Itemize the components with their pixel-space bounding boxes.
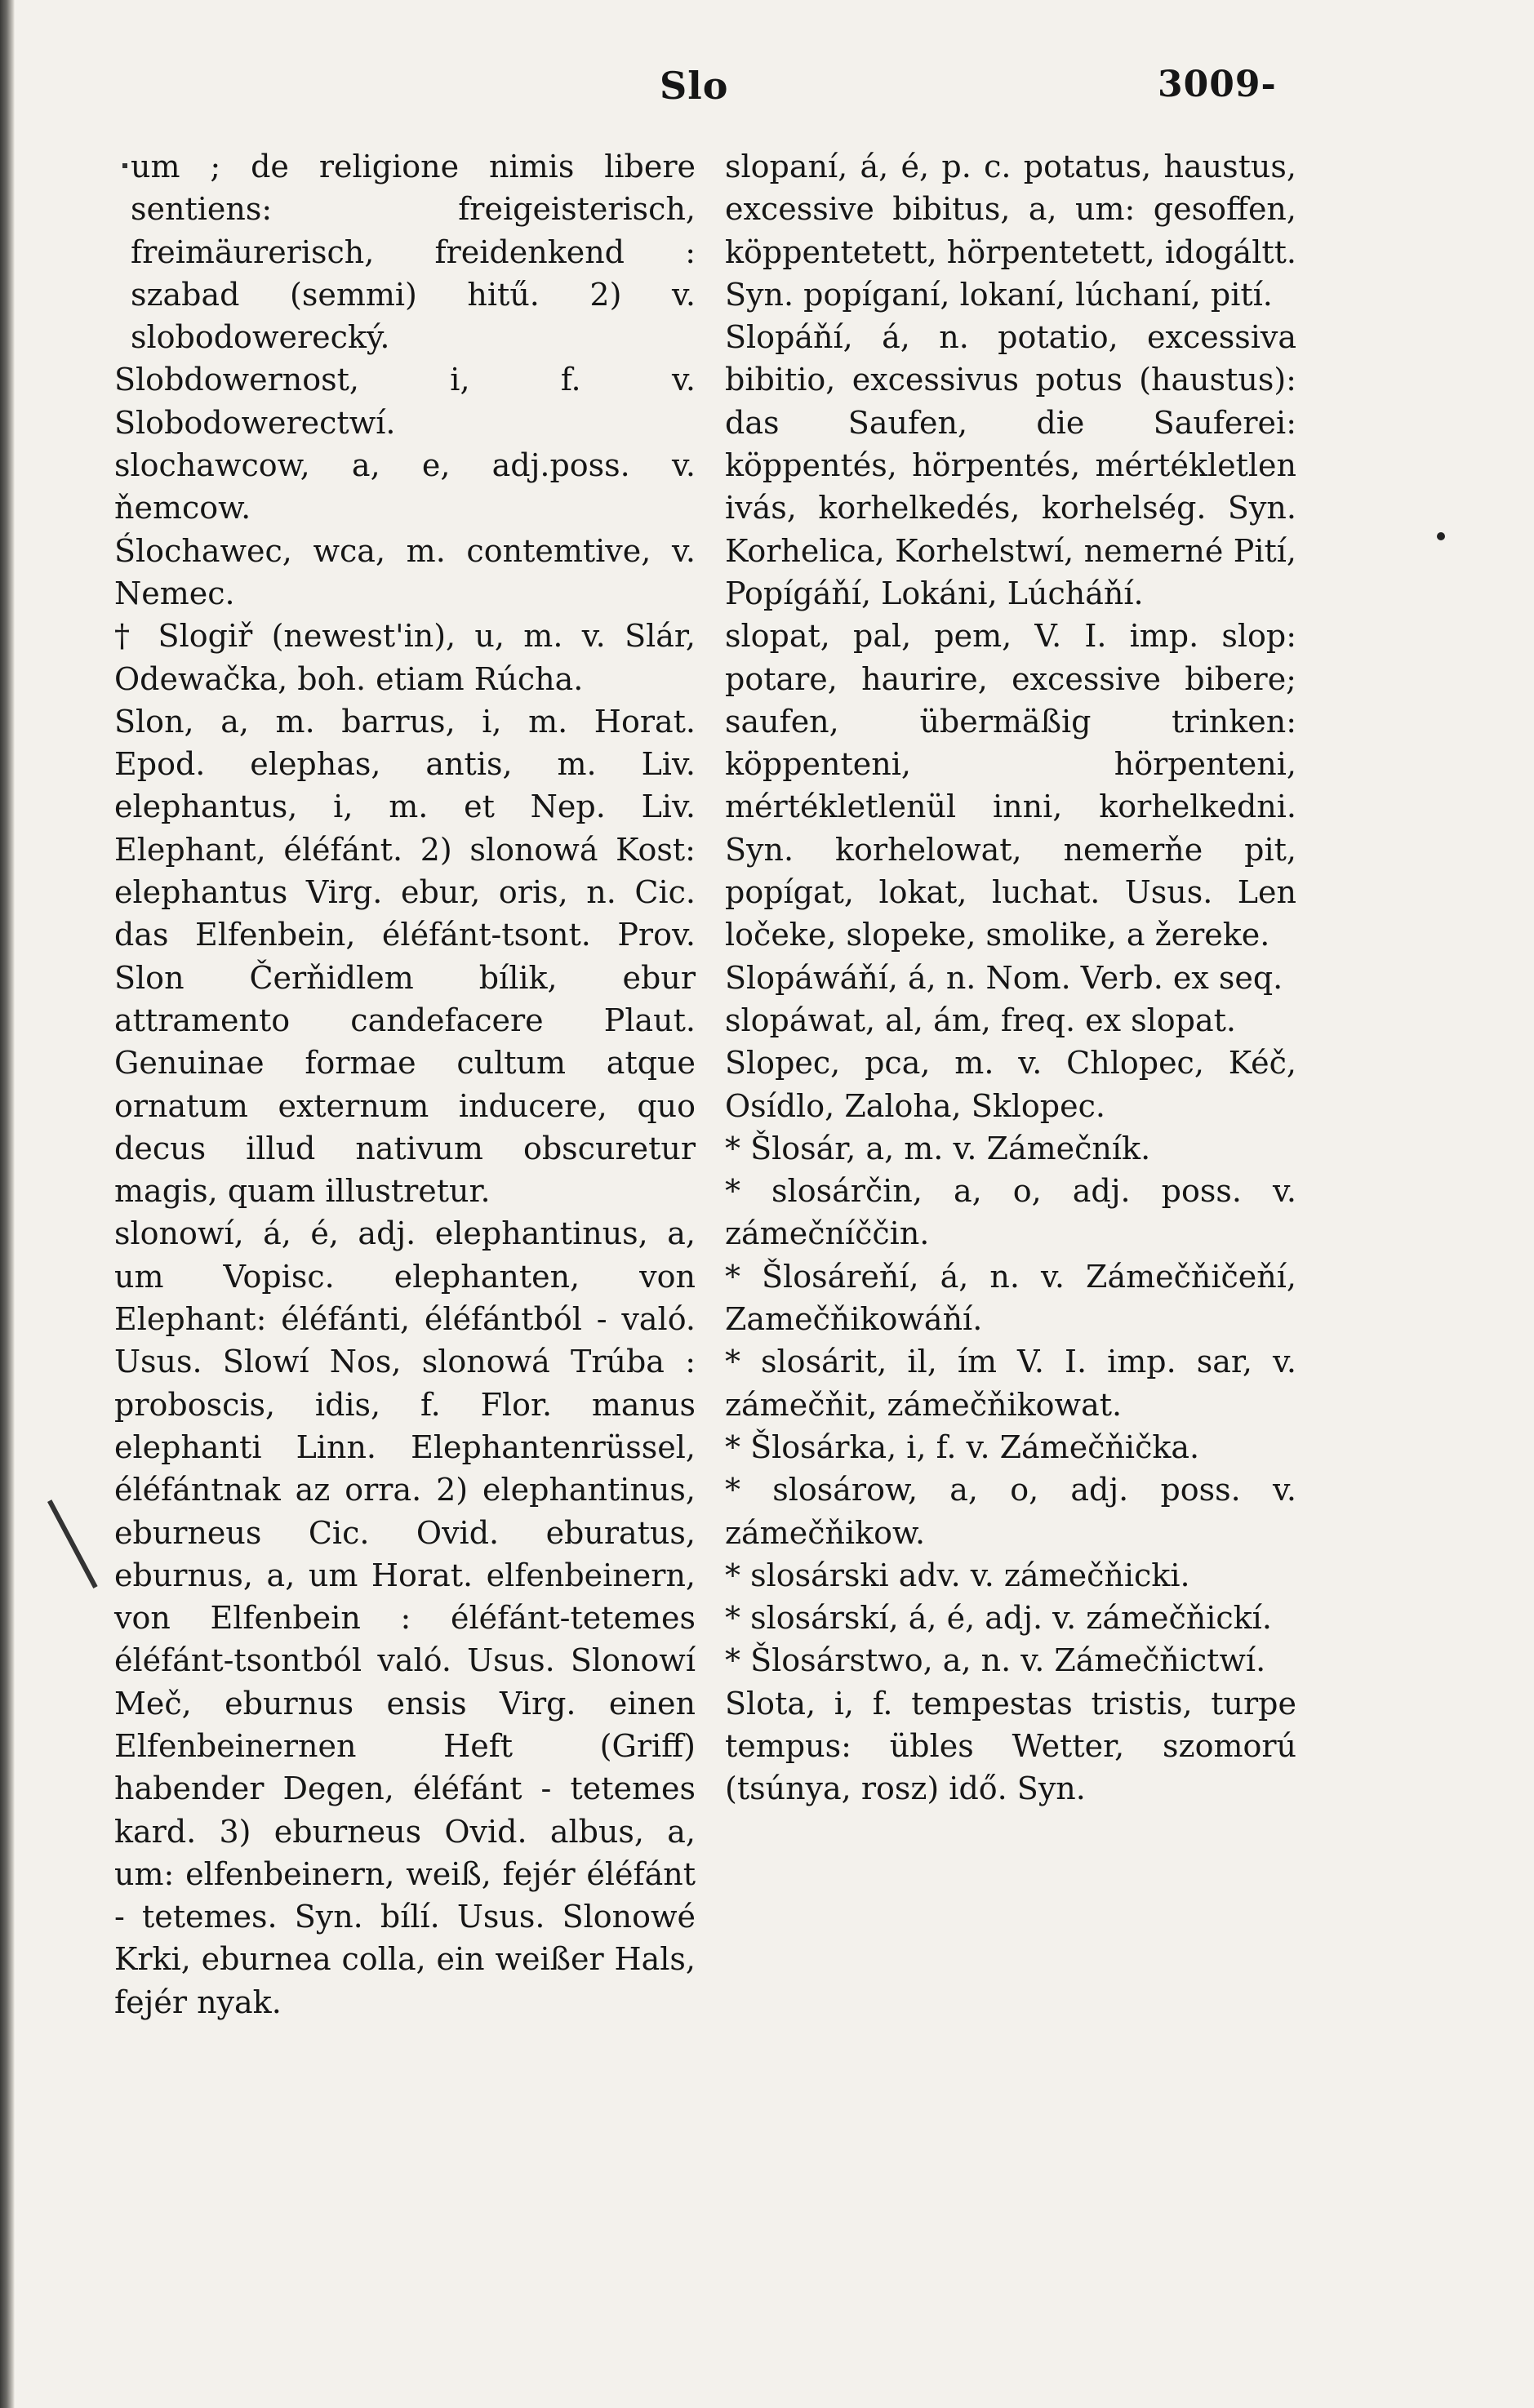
- dictionary-entry: Slopáňí, á, n. potatio, excessiva bibitio, excessivus potus (haustus): das Saufen, die Sauferei: köppentés, hörpentés, mértékletlen ivás, korhelkedés, korhelség. Syn. Korhelica, Korhelstwí, nemerné Pití, Popígáňí, Lokáni, Lúcháňí.: [725, 319, 1296, 611]
- dictionary-entry: Slobdowernost, i, f. v. Slobodowerectwí.: [114, 362, 696, 441]
- dictionary-entry: * slosárski adv. v. zámečňicki.: [725, 1557, 1190, 1593]
- left-column: [114, 145, 696, 2024]
- page-number: 3009-: [1158, 64, 1277, 105]
- dictionary-entry: Slopec, pca, m. v. Chlopec, Kéč, Osídlo, Zaloha, Sklopec.: [725, 1045, 1296, 1124]
- dictionary-entry: * slosárow, a, o, adj. poss. v. zámečňikow.: [725, 1472, 1296, 1551]
- dictionary-entry: † Slogiř (newest'in), u, m. v. Slár, Odewačka, boh. etiam Rúcha.: [114, 618, 696, 697]
- dictionary-entry: slopaní, á, é, p. c. potatus, haustus, excessive bibitus, a, um: gesoffen, köppentetett, hörpentetett, idogáltt. Syn. popíganí, lokaní, lúchaní, pití.: [725, 149, 1296, 313]
- dictionary-entry: slopáwat, al, ám, freq. ex slopat.: [725, 1002, 1236, 1038]
- dictionary-entry: * slosárčin, a, o, adj. poss. v. zámečníččin.: [725, 1173, 1296, 1252]
- dictionary-entry: * slosárit, il, ím V. I. imp. sar, v. zámečňit, zámečňikowat.: [725, 1344, 1296, 1423]
- dictionary-entry: * slosárskí, á, é, adj. v. zámečňickí.: [725, 1600, 1272, 1637]
- dictionary-entry: um ; de religione nimis libere sentiens: freigeisterisch, freimäurerisch, freidenkend : szabad (semmi) hitű. 2) v. slobodowerecký.: [131, 149, 696, 356]
- margin-dot: [1437, 532, 1445, 540]
- dictionary-entry: Slota, i, f. tempestas tristis, turpe tempus: übles Wetter, szomorú (tsúnya, rosz) idő. Syn.: [725, 1685, 1296, 1807]
- dictionary-entry: slopat, pal, pem, V. I. imp. slop: potare, haurire, excessive bibere; saufen, übermäßig trinken: köppenteni, hörpenteni, mértékletlenül inni, korhelkedni. Syn. korhelowat, nemerňe pit, popígat, lokat, luchat. Usus. Len ločeke, slopeke, smolike, a žereke.: [725, 618, 1296, 953]
- page-edge: [0, 0, 15, 2408]
- dictionary-entry: Slon, a, m. barrus, i, m. Horat. Epod. elephas, antis, m. Liv. elephantus, i, m. et Nep. Liv. Elephant, éléfánt. 2) slonowá Kost: elephantus Virg. ebur, oris, n. Cic. das Elfenbein, éléfánt-tsont. Prov. Slon Čerňidlem bílik, ebur attramento candefacere Plaut. Genuinae formae cultum atque ornatum externum inducere, quo decus illud nativum obscuretur magis, quam illustretur.: [114, 703, 696, 1210]
- dictionary-entry: * Šlosárka, i, f. v. Zámečňička.: [725, 1428, 1200, 1465]
- dictionary-entry: * Šlosárstwo, a, n. v. Zámečňictwí.: [725, 1642, 1266, 1679]
- dictionary-entry: * Šlosár, a, m. v. Zámečník.: [725, 1130, 1151, 1166]
- dictionary-entry: slonowí, á, é, adj. elephantinus, a, um Vopisc. elephanten, von Elephant: éléfánti, éléfántból - való. Usus. Slowí Nos, slonowá Trúba : proboscis, idis, f. Flor. manus elephanti Linn. Elephantenrüssel, éléfántnak az orra. 2) elephantinus, eburneus Cic. Ovid. eburatus, eburnus, a, um Horat. elfenbeinern, von Elfenbein : éléfánt-tetemes éléfánt-tsontból való. Usus. Slonowí Meč, eburnus ensis Virg. einen Elfenbeinernen Heft (Griff) habender Degen, éléfánt - tetemes kard. 3) eburneus Ovid. albus, a, um: elfenbeinern, weiß, fejér éléfánt - tetemes. Syn. bílí. Usus. Slonowé Krki, eburnea colla, ein weißer Hals, fejér nyak.: [114, 1215, 696, 2020]
- margin-stroke: [47, 1499, 98, 1588]
- right-column: [725, 145, 1296, 1810]
- dictionary-entry: Ślochawec, wca, m. contemtive, v. Nemec.: [114, 532, 696, 611]
- page-header: [0, 64, 1534, 121]
- dictionary-entry: * Šlosáreňí, á, n. v. Zámečňičeňí, Zamečňikowáňí.: [725, 1258, 1296, 1338]
- dictionary-entry: slochawcow, a, e, adj.poss. v. ňemcow.: [114, 447, 696, 526]
- dictionary-entry: Slopáwáňí, á, n. Nom. Verb. ex seq.: [725, 959, 1283, 996]
- running-head: Slo: [660, 64, 729, 108]
